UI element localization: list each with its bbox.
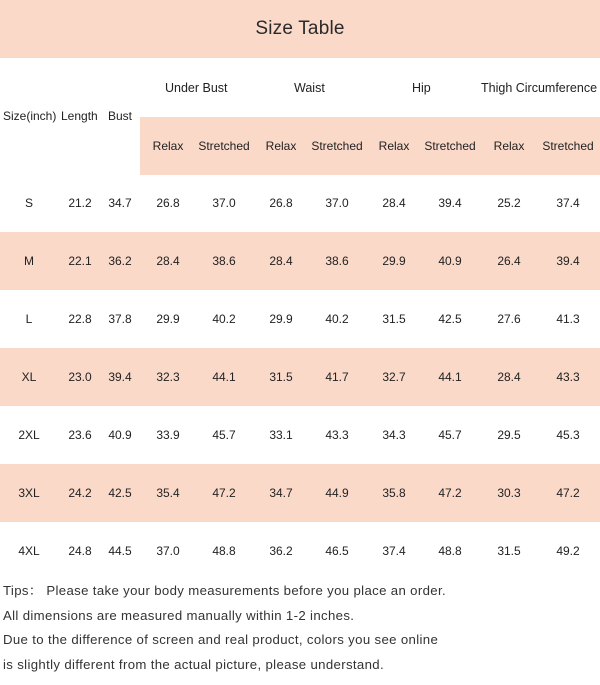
measurement-cell: 28.4 bbox=[382, 196, 406, 210]
size-label: M bbox=[24, 254, 34, 268]
measurement-cell: 36.2 bbox=[108, 254, 132, 268]
measurement-cell: 29.9 bbox=[382, 254, 406, 268]
table-row bbox=[0, 406, 600, 464]
measurement-cell: 23.6 bbox=[68, 428, 92, 442]
size-label: S bbox=[24, 196, 34, 210]
table-row bbox=[0, 522, 600, 580]
table-row bbox=[0, 290, 600, 348]
header-hip: Hip bbox=[412, 81, 431, 95]
measurement-cell: 24.2 bbox=[68, 486, 92, 500]
measurement-cell: 44.1 bbox=[438, 370, 462, 384]
measurement-cell: 31.5 bbox=[497, 544, 521, 558]
measurement-cell: 33.9 bbox=[156, 428, 180, 442]
measurement-cell: 45.7 bbox=[212, 428, 236, 442]
measurement-cell: 32.7 bbox=[382, 370, 406, 384]
measurement-cell: 43.3 bbox=[325, 428, 349, 442]
title-bar bbox=[0, 0, 600, 58]
table-row bbox=[0, 464, 600, 522]
measurement-cell: 47.2 bbox=[212, 486, 236, 500]
measurement-cell: 40.2 bbox=[325, 312, 349, 326]
subheader-stretched: Stretched bbox=[542, 139, 594, 153]
tips-line: is slightly different from the actual picture, please understand. bbox=[3, 656, 384, 672]
size-table bbox=[0, 58, 600, 578]
size-label: L bbox=[25, 312, 33, 326]
tips-line: Due to the difference of screen and real product, colors you see online bbox=[3, 632, 439, 648]
page-title: Size Table bbox=[255, 18, 345, 39]
table-row bbox=[0, 174, 600, 232]
subheader-stretched: Stretched bbox=[198, 139, 250, 153]
measurement-cell: 39.4 bbox=[438, 196, 462, 210]
measurement-cell: 37.0 bbox=[325, 196, 349, 210]
measurement-cell: 23.0 bbox=[68, 370, 92, 384]
measurement-cell: 21.2 bbox=[68, 196, 92, 210]
measurement-cell: 31.5 bbox=[382, 312, 406, 326]
tips-line: Tips： Please take your body measurements before you place an order. bbox=[3, 583, 446, 598]
measurement-cell: 42.5 bbox=[438, 312, 462, 326]
measurement-cell: 26.4 bbox=[497, 254, 521, 268]
subheader-band bbox=[140, 117, 600, 175]
measurement-cell: 28.4 bbox=[156, 254, 180, 268]
tips-block bbox=[3, 579, 600, 677]
measurement-cell: 37.0 bbox=[212, 196, 236, 210]
measurement-cell: 41.7 bbox=[325, 370, 349, 384]
measurement-cell: 22.1 bbox=[68, 254, 92, 268]
measurement-cell: 41.3 bbox=[556, 312, 580, 326]
measurement-cell: 44.1 bbox=[212, 370, 236, 384]
measurement-cell: 48.8 bbox=[212, 544, 236, 558]
measurement-cell: 27.6 bbox=[497, 312, 521, 326]
measurement-cell: 35.8 bbox=[382, 486, 406, 500]
measurement-cell: 40.9 bbox=[438, 254, 462, 268]
measurement-cell: 29.5 bbox=[497, 428, 521, 442]
measurement-cell: 37.4 bbox=[382, 544, 406, 558]
measurement-cell: 26.8 bbox=[156, 196, 180, 210]
size-label: 3XL bbox=[18, 486, 40, 500]
measurement-cell: 45.3 bbox=[556, 428, 580, 442]
measurement-cell: 31.5 bbox=[269, 370, 293, 384]
measurement-cell: 40.2 bbox=[212, 312, 236, 326]
measurement-cell: 35.4 bbox=[156, 486, 180, 500]
header-under-bust: Under Bust bbox=[165, 81, 228, 95]
measurement-cell: 39.4 bbox=[556, 254, 580, 268]
measurement-cell: 34.7 bbox=[108, 196, 132, 210]
tips-line: All dimensions are measured manually within 1-2 inches. bbox=[3, 607, 355, 623]
header-length: Length bbox=[61, 109, 98, 123]
subheader-stretched: Stretched bbox=[311, 139, 363, 153]
table-row bbox=[0, 348, 600, 406]
measurement-cell: 37.4 bbox=[556, 196, 580, 210]
measurement-cell: 29.9 bbox=[156, 312, 180, 326]
measurement-cell: 44.9 bbox=[325, 486, 349, 500]
measurement-cell: 24.8 bbox=[68, 544, 92, 558]
measurement-cell: 49.2 bbox=[556, 544, 580, 558]
subheader-relax: Relax bbox=[378, 139, 410, 153]
measurement-cell: 38.6 bbox=[212, 254, 236, 268]
measurement-cell: 38.6 bbox=[325, 254, 349, 268]
measurement-cell: 37.8 bbox=[108, 312, 132, 326]
measurement-cell: 26.8 bbox=[269, 196, 293, 210]
table-row bbox=[0, 232, 600, 290]
subheader-relax: Relax bbox=[265, 139, 297, 153]
measurement-cell: 34.7 bbox=[269, 486, 293, 500]
measurement-cell: 37.0 bbox=[156, 544, 180, 558]
header-bust: Bust bbox=[108, 109, 133, 123]
size-label: XL bbox=[21, 370, 37, 384]
measurement-cell: 45.7 bbox=[438, 428, 462, 442]
measurement-cell: 34.3 bbox=[382, 428, 406, 442]
measurement-cell: 29.9 bbox=[269, 312, 293, 326]
size-label: 2XL bbox=[18, 428, 40, 442]
measurement-cell: 33.1 bbox=[269, 428, 293, 442]
header-waist: Waist bbox=[294, 81, 325, 95]
measurement-cell: 30.3 bbox=[497, 486, 521, 500]
measurement-cell: 42.5 bbox=[108, 486, 132, 500]
subheader-relax: Relax bbox=[493, 139, 525, 153]
measurement-cell: 32.3 bbox=[156, 370, 180, 384]
measurement-cell: 22.8 bbox=[68, 312, 92, 326]
measurement-cell: 46.5 bbox=[325, 544, 349, 558]
subheader-relax: Relax bbox=[152, 139, 184, 153]
measurement-cell: 47.2 bbox=[438, 486, 462, 500]
measurement-cell: 48.8 bbox=[438, 544, 462, 558]
subheader-stretched: Stretched bbox=[424, 139, 476, 153]
measurement-cell: 44.5 bbox=[108, 544, 132, 558]
measurement-cell: 36.2 bbox=[269, 544, 293, 558]
measurement-cell: 43.3 bbox=[556, 370, 580, 384]
header-thigh: Thigh Circumference bbox=[481, 81, 598, 95]
header-size: Size(inch) bbox=[3, 109, 57, 123]
measurement-cell: 28.4 bbox=[497, 370, 521, 384]
size-label: 4XL bbox=[18, 544, 40, 558]
measurement-cell: 47.2 bbox=[556, 486, 580, 500]
measurement-cell: 40.9 bbox=[108, 428, 132, 442]
measurement-cell: 25.2 bbox=[497, 196, 521, 210]
measurement-cell: 28.4 bbox=[269, 254, 293, 268]
measurement-cell: 39.4 bbox=[108, 370, 132, 384]
